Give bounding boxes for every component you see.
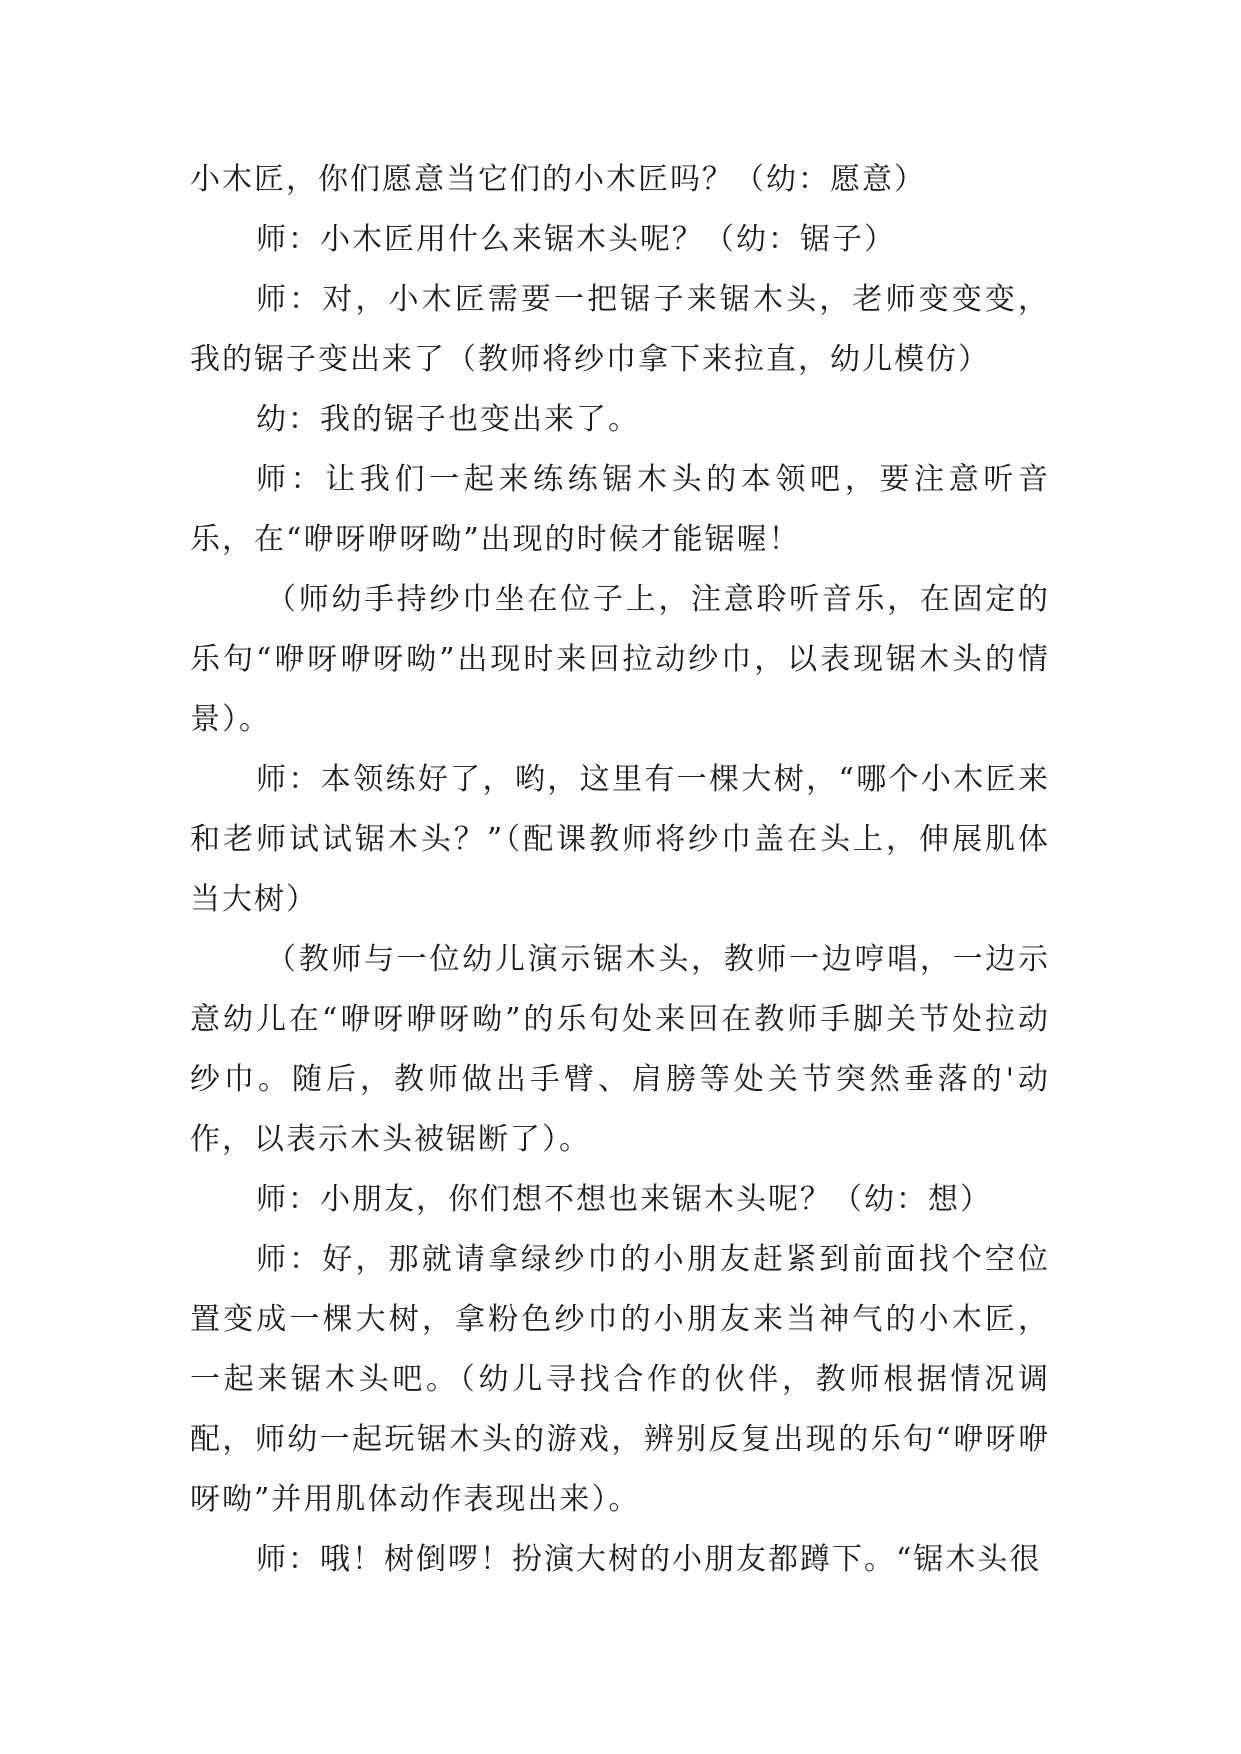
paragraph-child-saw: 幼：我的锯子也变出来了。 — [256, 402, 640, 437]
document-body — [190, 150, 1050, 1590]
paragraph-teacher-group-play: 师：好，那就请拿绿纱巾的小朋友赶紧到前面找个空位置变成一棵大树，拿粉色纱巾的小朋友来当神气的小木匠，一起来锯木头吧。（幼儿寻找合作的伙伴，教师根据情况调配，师幼一起玩锯木头的游戏，辨别反复出现的乐句“咿呀咿呀呦”并用肌体动作表现出来）。 — [190, 1242, 1050, 1517]
paragraph-continuation: 小木匠，你们愿意当它们的小木匠吗？（幼：愿意） — [190, 162, 926, 197]
paragraph-teacher-big-tree: 师：本领练好了，哟，这里有一棵大树，“哪个小木匠来和老师试试锯木头？”（配课教师将纱巾盖在头上，伸展肌体当大树） — [190, 762, 1050, 917]
paragraph-activity-note-1: （师幼手持纱巾坐在位子上，注意聆听音乐，在固定的乐句“咿呀咿呀呦”出现时来回拉动纱巾，以表现锯木头的情景）。 — [190, 582, 1050, 737]
paragraph-teacher-practice: 师：让我们一起来练练锯木头的本领吧，要注意听音乐，在“咿呀咿呀呦”出现的时候才能锯喔！ — [190, 462, 1050, 557]
paragraph-activity-note-2: （教师与一位幼儿演示锯木头，教师一边哼唱，一边示意幼儿在“咿呀咿呀呦”的乐句处来回在教师手脚关节处拉动纱巾。随后，教师做出手臂、肩膀等处关节突然垂落的'动作，以表示木头被锯断了）。 — [190, 942, 1050, 1157]
paragraph-teacher-tree-falls: 师：哦！树倒啰！扮演大树的小朋友都蹲下。“锯木头很 — [256, 1542, 1042, 1577]
paragraph-teacher-saw-question: 师：小木匠用什么来锯木头呢？（幼：锯子） — [256, 222, 896, 257]
paragraph-teacher-ask-children: 师：小朋友，你们想不想也来锯木头呢？（幼：想） — [256, 1182, 992, 1217]
paragraph-teacher-magic-saw: 师：对，小木匠需要一把锯子来锯木头，老师变变变，我的锯子变出来了（教师将纱巾拿下来拉直，幼儿模仿） — [190, 282, 1050, 377]
